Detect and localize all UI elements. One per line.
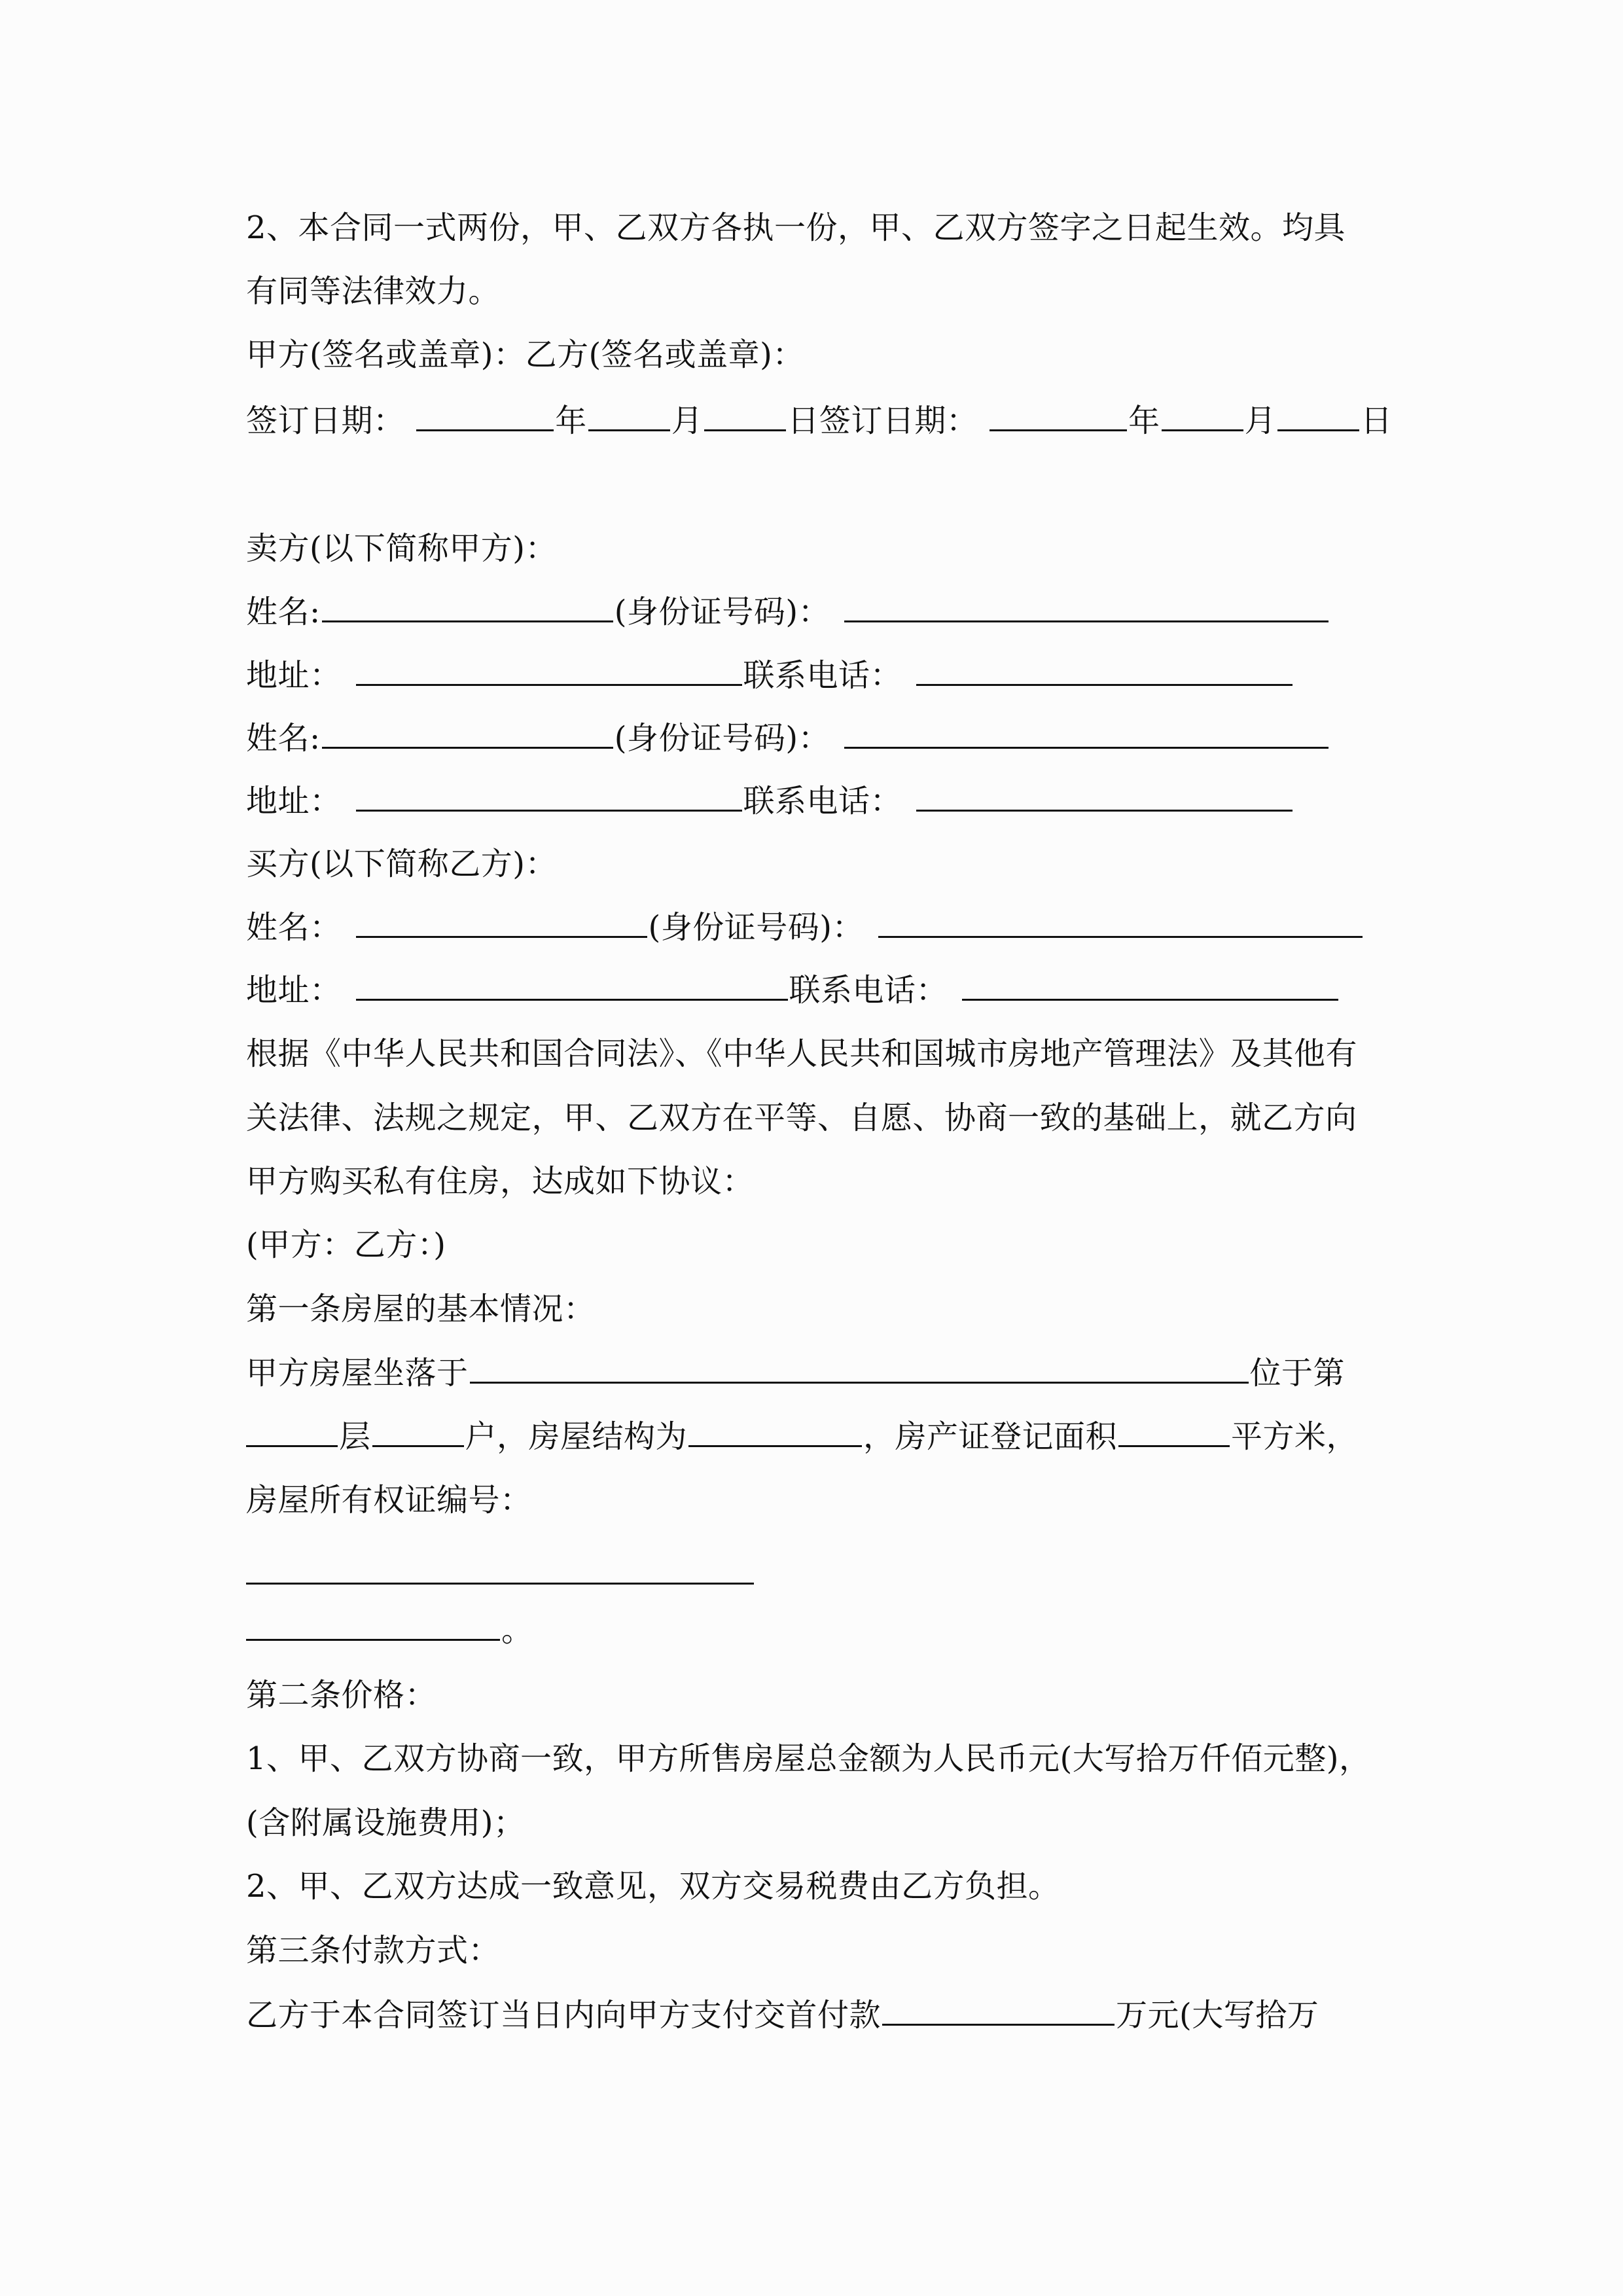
phone-label: 联系电话：	[789, 972, 948, 1009]
buyer-name-field[interactable]	[356, 907, 647, 938]
area-unit: 平方米，	[1231, 1418, 1359, 1455]
unit-label: 户，房屋结构为	[465, 1418, 688, 1455]
certificate-label-row: 房屋所有权证编号：	[246, 1482, 532, 1518]
id-label: (身份证号码)：	[614, 720, 830, 757]
article-3-heading: 第三条付款方式：	[246, 1932, 501, 1969]
preamble-line-2: 关法律、法规之规定，甲、乙双方在平等、自愿、协商一致的基础上，就乙方向	[246, 1100, 1357, 1136]
area-label: ，房产证登记面积	[863, 1418, 1118, 1455]
certificate-field-2[interactable]	[246, 1610, 500, 1641]
seller-1-address-row	[246, 655, 1294, 694]
signing-date-line	[246, 401, 1393, 440]
article-2-item-1-line-2: (含附属设施费用)；	[246, 1804, 526, 1841]
month-label-2: 月	[1244, 403, 1277, 439]
seller-1-name-field[interactable]	[322, 592, 613, 622]
name-label: 姓名：	[246, 909, 342, 946]
seller-2-name-row	[246, 718, 1330, 757]
seller-1-address-field[interactable]	[356, 655, 742, 686]
seller-1-phone-field[interactable]	[916, 655, 1293, 686]
article-2-item-1-line-1: 1、甲、乙双方协商一致，甲方所售房屋总金额为人民币元(大写拾万仟佰元整)，	[246, 1740, 1371, 1777]
month-blank-2[interactable]	[1162, 401, 1243, 431]
payment-prefix: 乙方于本合同签订当日内向甲方支付交首付款	[246, 1997, 882, 2034]
seller-2-name-field[interactable]	[322, 718, 613, 749]
article-2-item-2: 2、甲、乙双方达成一致意见，双方交易税费由乙方负担。	[246, 1868, 1060, 1905]
buyer-id-field[interactable]	[878, 907, 1363, 938]
floor-label: 层	[339, 1418, 371, 1455]
seller-2-address-field[interactable]	[356, 781, 742, 812]
buyer-address-row	[246, 970, 1340, 1009]
certificate-field-1[interactable]	[246, 1583, 754, 1585]
article-1-heading: 第一条房屋的基本情况：	[246, 1291, 596, 1327]
buyer-name-row	[246, 907, 1364, 946]
seller-1-id-field[interactable]	[844, 592, 1329, 622]
day-label-2: 日	[1361, 403, 1393, 439]
date-label-2: 日签订日期：	[787, 403, 978, 439]
month-label: 月	[671, 403, 704, 439]
seller-2-phone-field[interactable]	[916, 781, 1293, 812]
year-label-2: 年	[1128, 403, 1160, 439]
preamble-line-1: 根据《中华人民共和国合同法》、《中华人民共和国城市房地产管理法》及其他有	[246, 1035, 1358, 1072]
phone-label: 联系电话：	[743, 657, 902, 694]
article-1-detail-row	[246, 1416, 1358, 1456]
day-blank-1[interactable]	[704, 401, 786, 431]
seller-2-address-row	[246, 781, 1294, 820]
floor-field[interactable]	[246, 1416, 338, 1447]
id-label: (身份证号码)：	[614, 594, 830, 630]
clause-2-line-2: 有同等法律效力。	[246, 273, 501, 310]
structure-field[interactable]	[688, 1416, 862, 1447]
buyer-phone-field[interactable]	[962, 970, 1338, 1001]
name-label: 姓名:	[246, 720, 321, 757]
buyer-address-field[interactable]	[356, 970, 788, 1001]
year-label: 年	[555, 403, 587, 439]
certificate-field-2-row	[246, 1610, 533, 1649]
month-blank-1[interactable]	[588, 401, 670, 431]
parties-line: (甲方：乙方：)	[246, 1227, 446, 1263]
day-blank-2[interactable]	[1277, 401, 1359, 431]
id-label: (身份证号码)：	[648, 909, 864, 946]
year-blank-2[interactable]	[990, 401, 1127, 431]
payment-suffix: 万元(大写拾万	[1116, 1997, 1319, 2034]
unit-field[interactable]	[372, 1416, 464, 1447]
date-label: 签订日期：	[246, 403, 405, 439]
address-label: 地址：	[246, 657, 342, 694]
address-label: 地址：	[246, 972, 342, 1009]
article-3-line-1	[246, 1995, 1319, 2034]
clause-2-line-1: 2、本合同一式两份，甲、乙双方各执一份，甲、乙双方签字之日起生效。均具	[246, 209, 1346, 246]
location-field[interactable]	[470, 1353, 1249, 1384]
year-blank-1[interactable]	[416, 401, 554, 431]
located-prefix: 甲方房屋坐落于	[246, 1355, 469, 1391]
seller-1-name-row	[246, 592, 1330, 631]
signature-line: 甲方(签名或盖章)：乙方(签名或盖章)：	[246, 336, 804, 373]
phone-label: 联系电话：	[743, 783, 902, 819]
buyer-heading: 买方(以下简称乙方)：	[246, 846, 557, 882]
seller-2-id-field[interactable]	[844, 718, 1329, 749]
preamble-line-3: 甲方购买私有住房，达成如下协议：	[246, 1163, 755, 1200]
seller-heading: 卖方(以下简称甲方)：	[246, 530, 557, 567]
name-label: 姓名:	[246, 594, 321, 630]
area-field[interactable]	[1118, 1416, 1230, 1447]
located-suffix: 位于第	[1249, 1355, 1346, 1391]
article-1-location-row	[246, 1353, 1345, 1392]
end-mark: 。	[501, 1612, 533, 1649]
article-2-heading: 第二条价格：	[246, 1677, 437, 1713]
address-label: 地址：	[246, 783, 342, 819]
down-payment-field[interactable]	[882, 1995, 1115, 2026]
